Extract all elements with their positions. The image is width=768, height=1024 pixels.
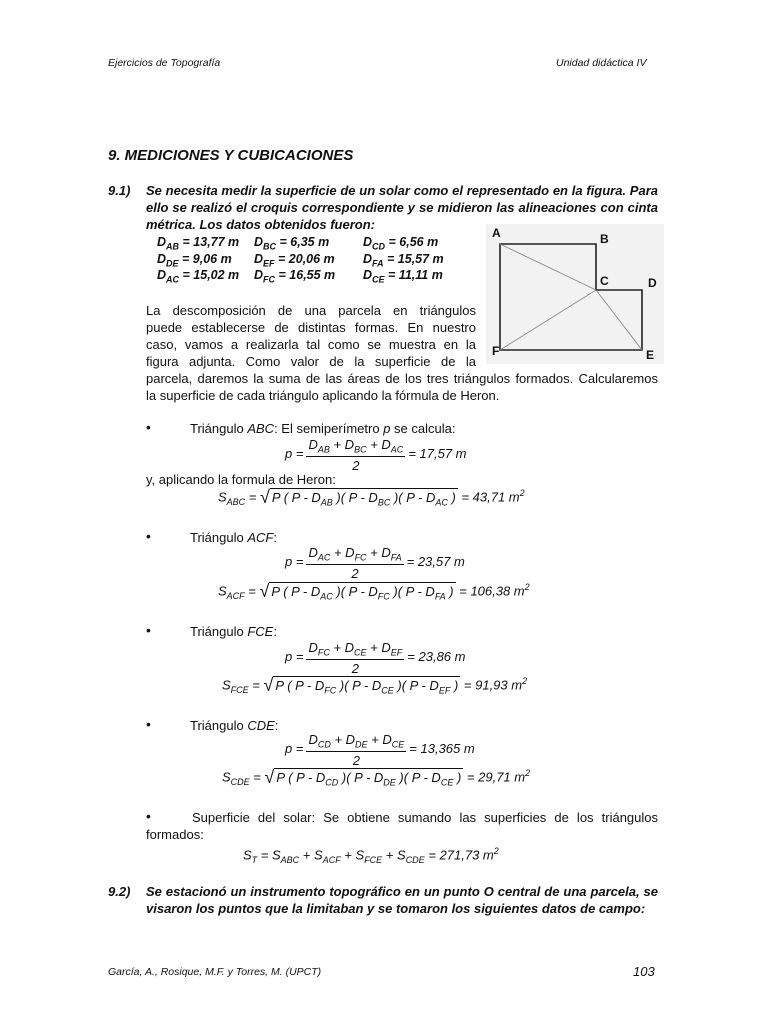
distance-de: $D_{DE} = 9,06$ m xyxy=(157,252,232,269)
formula-s-abc: $S_{ABC}$ = √ P ( P - $D_{AB}$ )( P - $D_{BC}$ )( P - $D_{AC}$ ) = 43,71 $m^2$ xyxy=(218,487,525,508)
statement-line: Se estacionó un instrumento topográfico en un punto O central de una parcela, se xyxy=(146,884,658,899)
distance-ce: $D_{CE} = 11,11$ m xyxy=(363,268,443,285)
page-number: 103 xyxy=(633,964,655,979)
distance-fc: $D_{FC} = 16,55$ m xyxy=(254,268,336,285)
distance-fa: $D_{FA} = 15,57$ m xyxy=(363,252,444,269)
diagonal-ce xyxy=(596,290,642,350)
paragraph-line: caso, vamos a realizarla tal como se muestra en la xyxy=(146,337,476,352)
paragraph-line: figura adjunta. Como valor de la superficie de la xyxy=(146,354,476,369)
vertex-label-e: E xyxy=(646,348,655,362)
total-line: Superficie del solar: Se obtiene sumando las superficies de los triángulos xyxy=(192,810,658,825)
triangle-cde-heading: Triángulo CDE: xyxy=(190,718,279,733)
statement-line: Se necesita medir la superficie de un solar como el representado en la figura. Para xyxy=(146,183,658,198)
statement-line: ello se realizó el croquis correspondiente y se midieron las alineaciones con cinta xyxy=(146,200,658,215)
statement-line: métrica. Los datos obtenidos fueron: xyxy=(146,217,375,232)
parcel-diagram xyxy=(486,224,664,364)
distance-ac: $D_{AC} = 15,02$ m xyxy=(157,268,240,285)
bullet: • xyxy=(146,622,151,638)
vertex-label-d: D xyxy=(648,276,657,290)
formula-p-cde: p = $\frac{D_{CD} + D_{DE} + D_{CE}}{2}$ = 13,365 m xyxy=(285,732,475,768)
triangle-fce-heading: Triángulo FCE: xyxy=(190,624,277,639)
paragraph-line: parcela, daremos la suma de las áreas de los tres triángulos formados. Calcularemos xyxy=(146,371,658,386)
bullet: • xyxy=(146,716,151,732)
diagonal-ac xyxy=(500,244,596,290)
total-line: formados: xyxy=(146,827,204,842)
formula-s-acf: $S_{ACF}$ = √ P ( P - $D_{AC}$ )( P - $D_{FC}$ )( P - $D_{FA}$ ) = 106,38 $m^2$ xyxy=(218,581,530,602)
parcel-outline xyxy=(500,244,642,350)
distance-cd: $D_{CD} = 6,56$ m xyxy=(363,235,439,252)
diagonal-fc xyxy=(500,290,596,350)
paragraph-line: la superficie de cada triángulo aplicando la fórmula de Heron. xyxy=(146,388,500,403)
distance-ef: $D_{EF} = 20,06$ m xyxy=(254,252,335,269)
vertex-label-c: C xyxy=(600,274,609,288)
vertex-label-f: F xyxy=(492,344,500,358)
distance-bc: $D_{BC} = 6,35$ m xyxy=(254,235,330,252)
formula-p-acf: p = $\frac{D_{AC} + D_{FC} + D_{FA}}{2}$ = 23,57 m xyxy=(285,545,465,581)
formula-s-cde: $S_{CDE}$ = √ P ( P - $D_{CD}$ )( P - $D_{DE}$ )( P - $D_{CE}$ ) = 29,71 $m^2$ xyxy=(222,767,531,788)
parcel-figure xyxy=(486,224,664,364)
running-header-left: Ejercicios de Topografía xyxy=(108,57,221,69)
paragraph-line: La descomposición de una parcela en triángulos xyxy=(146,303,476,318)
bullet: • xyxy=(146,528,151,544)
bullet: • xyxy=(146,808,151,824)
running-header-right: Unidad didáctica IV xyxy=(556,57,647,69)
section-title: 9. MEDICIONES Y CUBICACIONES xyxy=(108,147,354,164)
footer-authors: García, A., Rosique, M.F. y Torres, M. (UPCT) xyxy=(108,966,322,978)
exercise-number: 9.2) xyxy=(108,884,131,899)
bullet: • xyxy=(146,419,151,435)
distance-ab: $D_{AB} = 13,77$ m xyxy=(157,235,240,252)
vertex-label-b: B xyxy=(600,232,609,246)
formula-s-fce: $S_{FCE}$ = √ P ( P - $D_{FC}$ )( P - $D_{CE}$ )( P - $D_{EF}$ ) = 91,93 $m^2$ xyxy=(222,675,528,696)
triangle-acf-heading: Triángulo ACF: xyxy=(190,530,277,545)
formula-p-abc: p = $\frac{D_{AB} + D_{BC} + D_{AC}}{2}$ = 17,57 m xyxy=(285,437,467,473)
formula-s-total: $S_T = S_{ABC} + S_{ACF} + S_{FCE} + S_{CDE} = 271,73$ $m^2$ xyxy=(243,846,499,865)
formula-p-fce: p = $\frac{D_{FC} + D_{CE} + D_{EF}}{2}$ = 23,86 m xyxy=(285,640,466,676)
vertex-label-a: A xyxy=(492,226,501,240)
statement-line: visaron los puntos que la limitaban y se tomaron los siguientes datos de campo: xyxy=(146,901,646,916)
heron-intro: y, aplicando la formula de Heron: xyxy=(146,472,336,487)
triangle-abc-heading: Triángulo ABC: El semiperímetro p se calcula: xyxy=(190,421,456,436)
exercise-number: 9.1) xyxy=(108,183,131,198)
paragraph-line: puede establecerse de distintas formas. En nuestro xyxy=(146,320,476,335)
